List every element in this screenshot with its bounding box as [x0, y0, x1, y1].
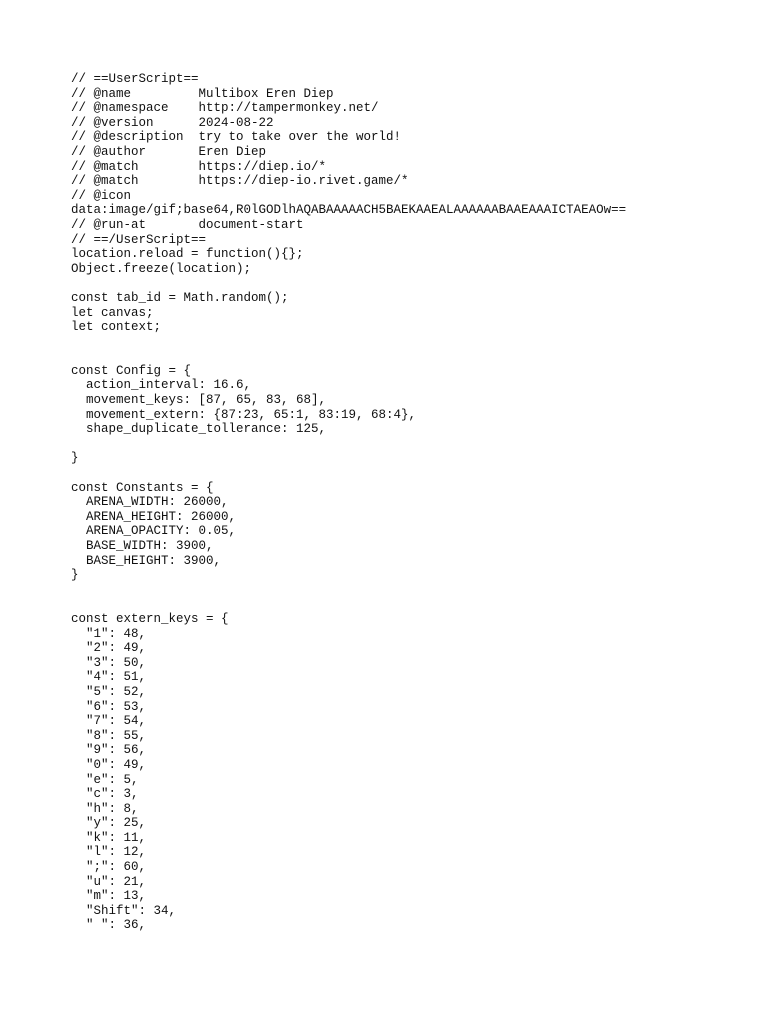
code-line: BASE_WIDTH: 3900, — [71, 539, 214, 553]
code-line: // @name Multibox Eren Diep — [71, 86, 334, 101]
code-line: "9": 56, — [71, 743, 147, 758]
code-line — [71, 597, 626, 612]
code-line: const extern_keys = { — [71, 611, 229, 626]
code-line: // @version 2024-08-22 — [71, 115, 274, 130]
code-line: // @description try to take over the world! — [71, 130, 402, 145]
code-line: action_interval: 16.6, — [71, 378, 252, 393]
code-line — [71, 583, 626, 598]
code-line: "6": 53, — [71, 699, 147, 714]
code-line: // ==/UserScript== — [71, 232, 207, 247]
code-line: // ==UserScript== — [71, 72, 199, 86]
code-line — [71, 335, 626, 350]
code-line: "8": 55, — [71, 728, 147, 743]
code-line: "l": 12, — [71, 845, 147, 860]
code-line: movement_extern: {87:23, 65:1, 83:19, 68:4}, — [71, 407, 417, 422]
code-line: movement_keys: [87, 65, 83, 68], — [71, 393, 327, 408]
code-line: const Constants = { — [71, 480, 214, 495]
code-line: "2": 49, — [71, 641, 147, 656]
code-line: "h": 8, — [71, 801, 139, 816]
code-line: ARENA_WIDTH: 26000, — [71, 495, 229, 510]
code-line: "k": 11, — [71, 830, 147, 845]
code-line: ARENA_OPACITY: 0.05, — [71, 524, 237, 539]
code-line — [71, 437, 626, 452]
code-line: const Config = { — [71, 363, 192, 378]
code-line — [71, 276, 626, 291]
code-line: "y": 25, — [71, 816, 147, 831]
code-line: // @match https://diep-io.rivet.game/* — [71, 174, 409, 189]
code-line — [71, 466, 626, 481]
code-line: let canvas; — [71, 305, 154, 320]
code-line: "u": 21, — [71, 874, 147, 889]
code-line: // @icon — [71, 188, 132, 203]
code-line: data:image/gif;base64,R0lGODlhAQABAAAAACH5BAEKAAEALAAAAAABAAEAAAICTAEAOw== — [71, 203, 627, 218]
code-line: } — [71, 568, 79, 583]
code-line: ";": 60, — [71, 860, 147, 875]
code-line: location.reload = function(){}; — [71, 247, 304, 262]
code-line: const tab_id = Math.random(); — [71, 290, 289, 305]
code-line: shape_duplicate_tollerance: 125, — [71, 422, 327, 437]
code-line: ARENA_HEIGHT: 26000, — [71, 509, 237, 524]
code-line: Object.freeze(location); — [71, 261, 252, 276]
code-line: "3": 50, — [71, 655, 147, 670]
code-line: "4": 51, — [71, 670, 147, 685]
code-line: // @namespace http://tampermonkey.net/ — [71, 101, 379, 116]
code-line: "c": 3, — [71, 787, 139, 802]
code-line: } — [71, 451, 79, 466]
code-line: "Shift": 34, — [71, 903, 177, 918]
code-document — [71, 72, 626, 933]
code-line: let context; — [71, 320, 162, 335]
code-line: "e": 5, — [71, 772, 139, 787]
code-line: // @author Eren Diep — [71, 144, 267, 159]
code-line: "1": 48, — [71, 626, 147, 641]
code-line — [71, 349, 626, 364]
code-line: " ": 36, — [71, 918, 147, 933]
code-line: "5": 52, — [71, 684, 147, 699]
code-line: "7": 54, — [71, 714, 147, 729]
code-line: "0": 49, — [71, 757, 147, 772]
code-line: BASE_HEIGHT: 3900, — [71, 553, 222, 568]
code-line: // @run-at document-start — [71, 217, 304, 232]
code-line: "m": 13, — [71, 889, 147, 904]
code-line: // @match https://diep.io/* — [71, 159, 327, 174]
